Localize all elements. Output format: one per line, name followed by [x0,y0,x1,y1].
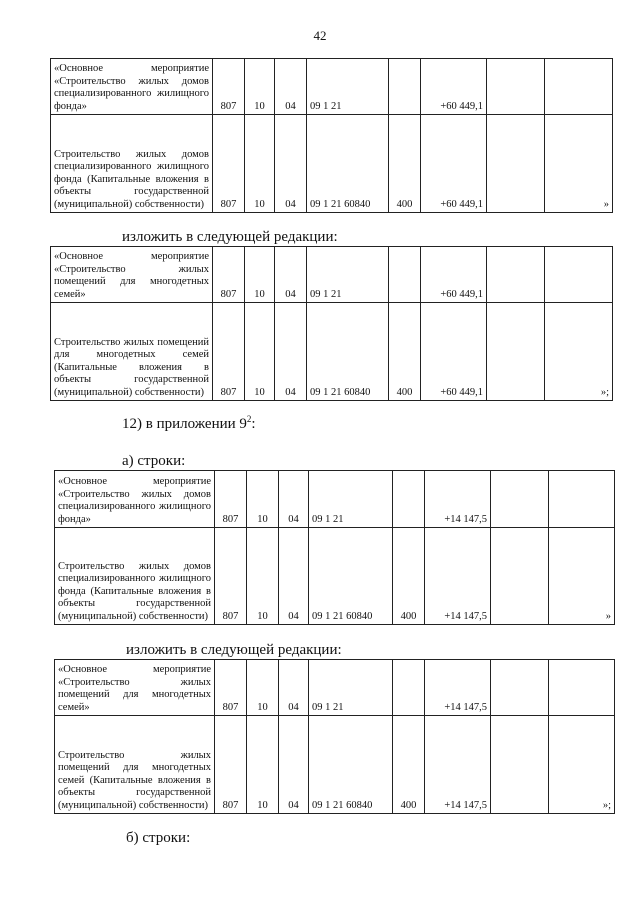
table-row [51,303,613,401]
expense-type-code: 400 [393,716,425,814]
table-row [51,115,613,213]
table-row [55,471,615,528]
empty-cell [491,716,549,814]
expense-type-code: 400 [389,115,421,213]
ved-code: 807 [213,247,245,303]
section-code: 10 [247,660,279,716]
budget-table-4 [54,659,615,814]
ved-code: 807 [215,716,247,814]
closing-mark [549,471,615,528]
item-name: Строительство жилых помещений для многодетных семей (Капитальные вложения в объекты государственной (муниципальной) собственности) [55,716,215,814]
table-row [55,716,615,814]
section-code: 10 [247,528,279,625]
amount: +14 147,5 [425,528,491,625]
empty-cell [487,247,545,303]
item-name: «Основное мероприятие «Строительство жилых помещений для многодетных семей» [55,660,215,716]
target-article-code: 09 1 21 60840 [309,528,393,625]
subsection-code: 04 [279,660,309,716]
appendix-heading-text: 12) в приложении 9 [122,416,247,432]
amount: +14 147,5 [425,471,491,528]
amount: +60 449,1 [421,115,487,213]
amount: +60 449,1 [421,59,487,115]
closing-mark [549,660,615,716]
target-article-code: 09 1 21 [309,660,393,716]
target-article-code: 09 1 21 60840 [307,303,389,401]
amount: +60 449,1 [421,247,487,303]
budget-table-1 [50,58,613,213]
subsection-code: 04 [279,471,309,528]
closing-mark: » [549,528,615,625]
table-row [55,660,615,716]
expense-type-code [393,660,425,716]
budget-table-2 [50,246,613,401]
item-name: «Основное мероприятие «Строительство жилых домов специализированного жилищного фонда» [51,59,213,115]
amount: +14 147,5 [425,716,491,814]
table-row [51,247,613,303]
closing-mark: » [545,115,613,213]
ved-code: 807 [215,660,247,716]
amount: +14 147,5 [425,660,491,716]
item-name: «Основное мероприятие «Строительство жилых помещений для многодетных семей» [51,247,213,303]
expense-type-code: 400 [389,303,421,401]
subitem-a: а) строки: [122,453,186,469]
ved-code: 807 [215,528,247,625]
section-code: 10 [245,59,275,115]
section-code: 10 [245,303,275,401]
ved-code: 807 [215,471,247,528]
expense-type-code [389,59,421,115]
closing-mark: »; [545,303,613,401]
budget-table-3 [54,470,615,625]
item-name: Строительство жилых помещений для многодетных семей (Капитальные вложения в объекты государственной (муниципальной) собственности) [51,303,213,401]
subsection-code: 04 [279,528,309,625]
subsection-code: 04 [275,303,307,401]
expense-type-code: 400 [393,528,425,625]
subsection-code: 04 [275,59,307,115]
item-name: Строительство жилых домов специализированного жилищного фонда (Капитальные вложения в объекты государственной (муниципальной) собственности) [51,115,213,213]
section-code: 10 [245,247,275,303]
appendix-heading-colon: : [251,416,256,432]
subsection-code: 04 [275,115,307,213]
target-article-code: 09 1 21 60840 [309,716,393,814]
table-row [51,59,613,115]
subitem-b: б) строки: [126,830,191,846]
appendix-heading [122,416,256,433]
ved-code: 807 [213,59,245,115]
subsection-code: 04 [279,716,309,814]
target-article-code: 09 1 21 [307,247,389,303]
closing-mark [545,247,613,303]
item-name: Строительство жилых домов специализированного жилищного фонда (Капитальные вложения в объекты государственной (муниципальной) собственности) [55,528,215,625]
empty-cell [487,59,545,115]
empty-cell [491,528,549,625]
appendix-superscript: 2 [246,414,252,424]
section-code: 10 [245,115,275,213]
empty-cell [491,660,549,716]
empty-cell [491,471,549,528]
section-code: 10 [247,716,279,814]
expense-type-code [393,471,425,528]
instruction-text: изложить в следующей редакции: [122,229,338,245]
expense-type-code [389,247,421,303]
closing-mark [545,59,613,115]
empty-cell [487,115,545,213]
subsection-code: 04 [275,247,307,303]
table-row [55,528,615,625]
empty-cell [487,303,545,401]
page-number: 42 [313,28,327,43]
target-article-code: 09 1 21 [307,59,389,115]
instruction-text: изложить в следующей редакции: [126,642,342,658]
item-name: «Основное мероприятие «Строительство жилых домов специализированного жилищного фонда» [55,471,215,528]
amount: +60 449,1 [421,303,487,401]
target-article-code: 09 1 21 60840 [307,115,389,213]
ved-code: 807 [213,303,245,401]
section-code: 10 [247,471,279,528]
ved-code: 807 [213,115,245,213]
closing-mark: »; [549,716,615,814]
target-article-code: 09 1 21 [309,471,393,528]
